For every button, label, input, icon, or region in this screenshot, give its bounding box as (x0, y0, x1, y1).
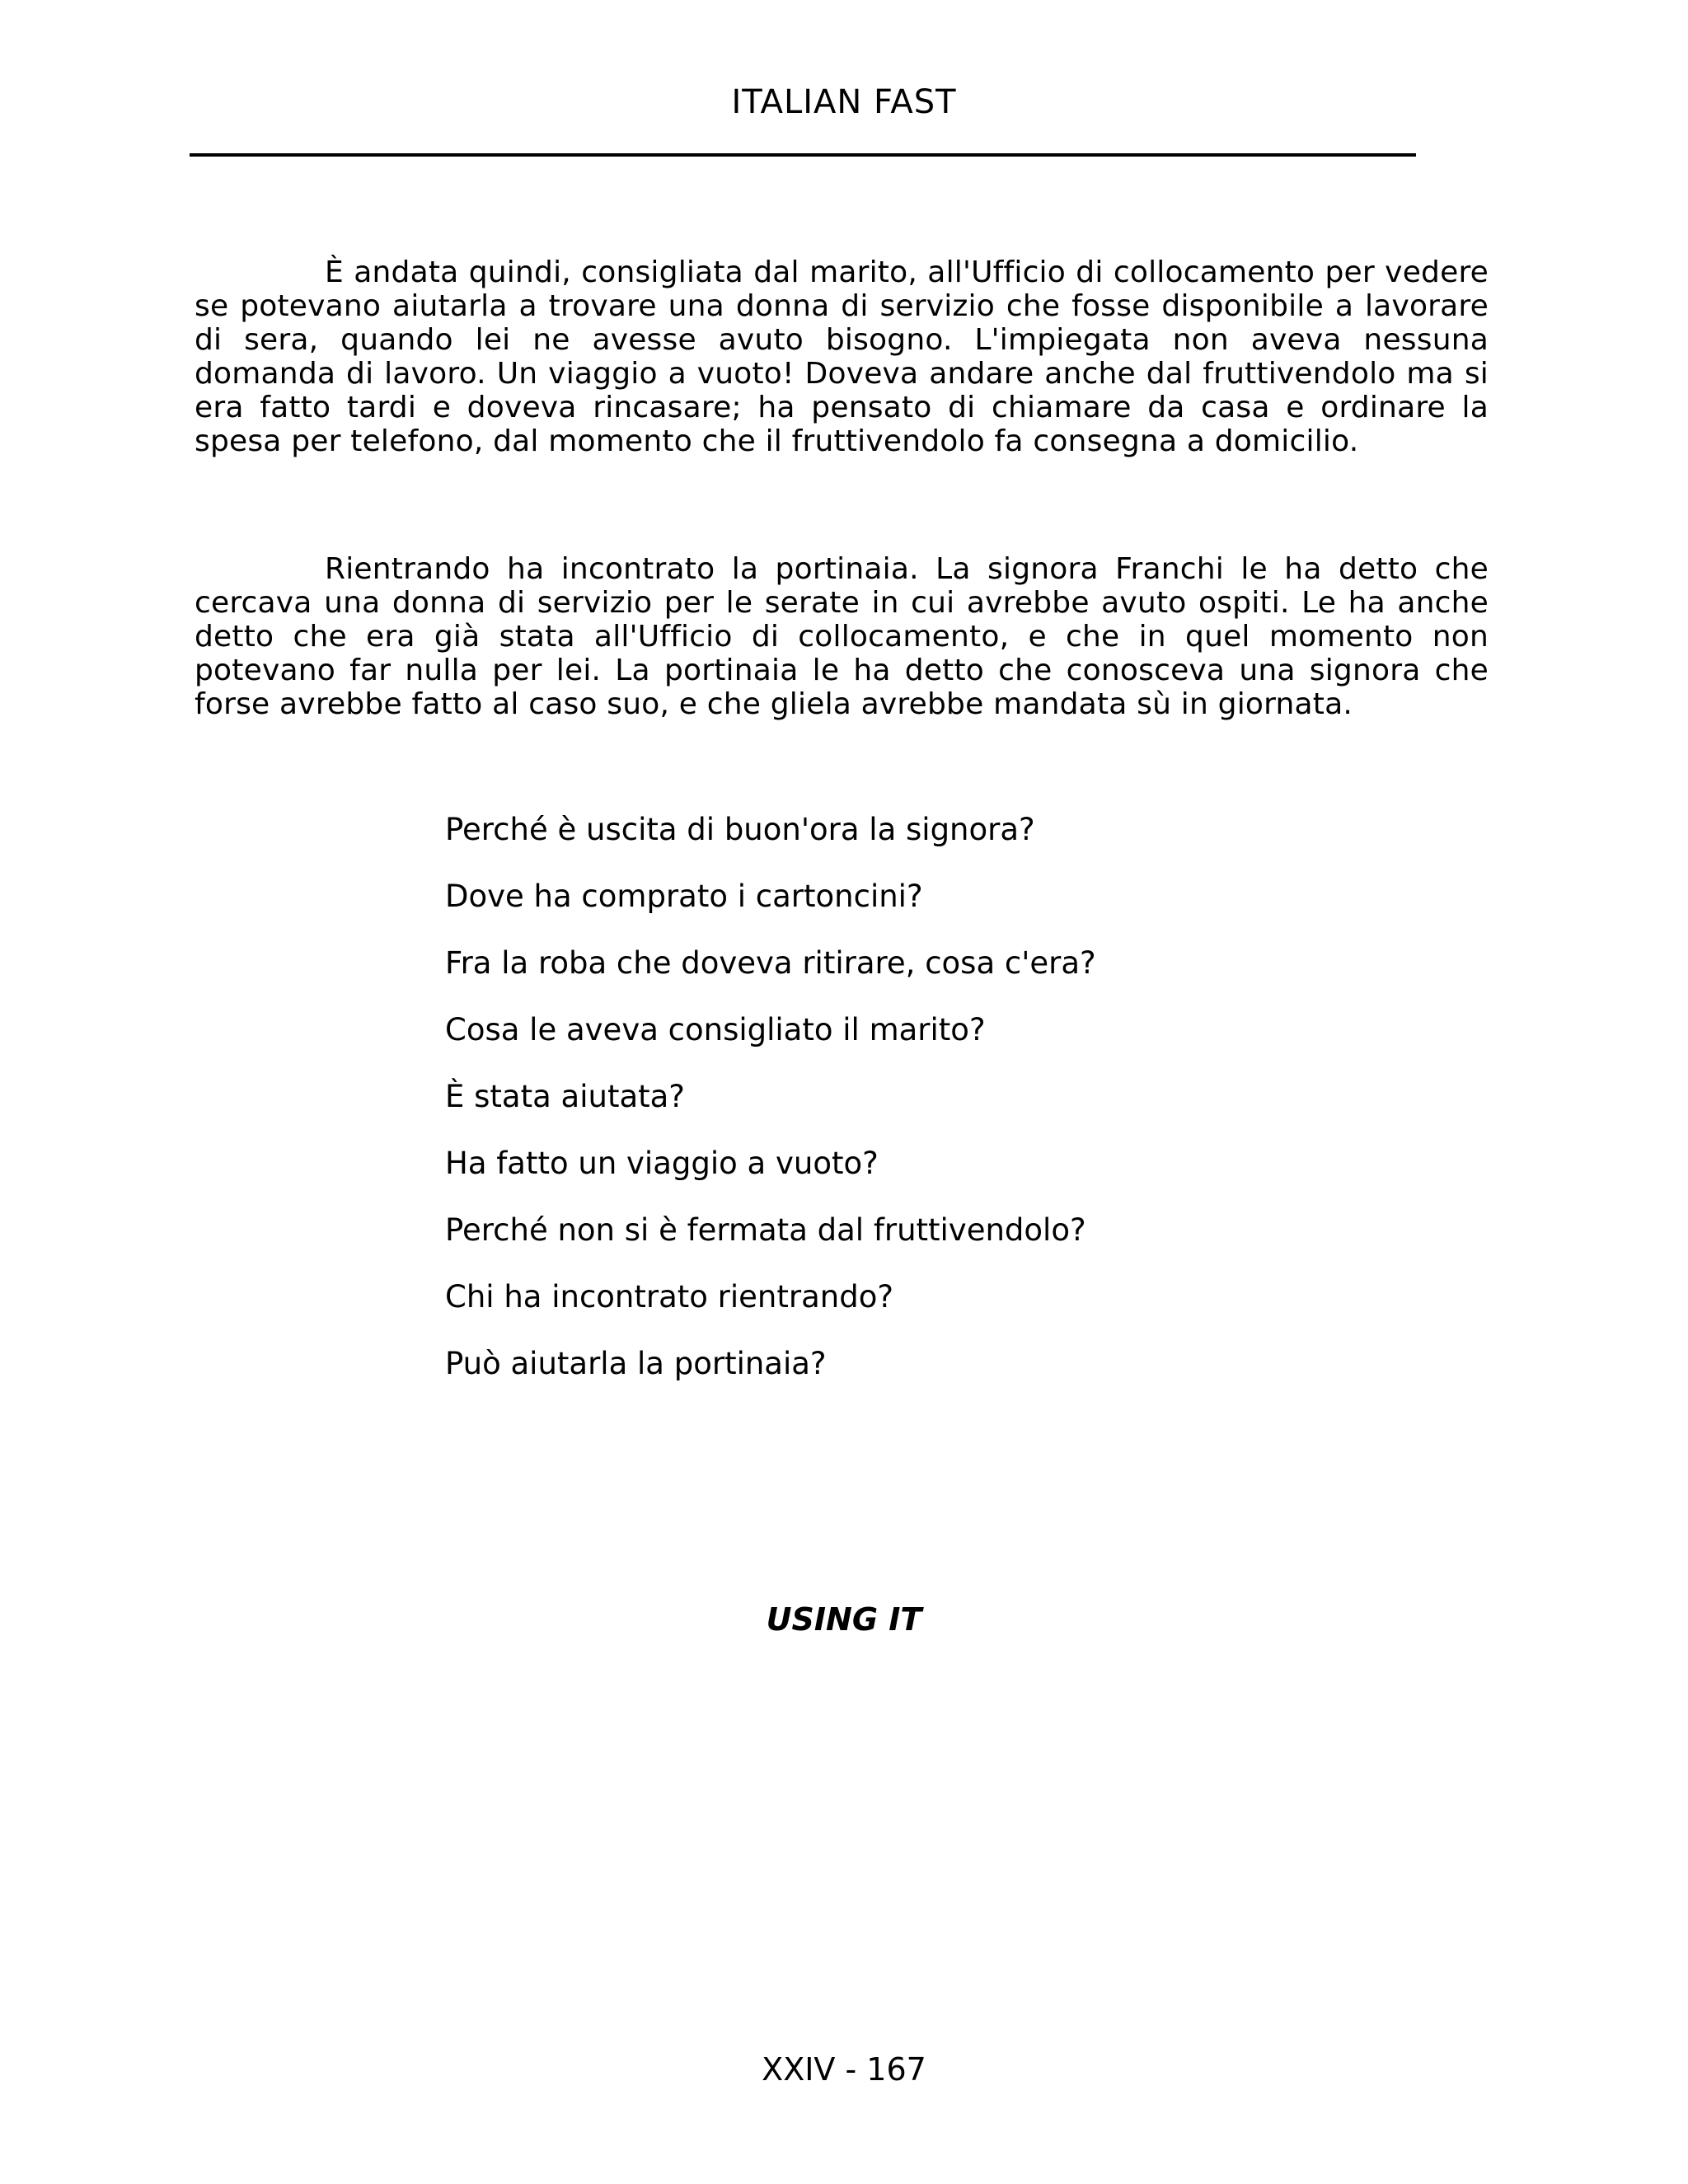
question-item: È stata aiutata? (445, 1079, 685, 1114)
question-item: Cosa le aveva consigliato il marito? (445, 1012, 986, 1047)
question-item: Ha fatto un viaggio a vuoto? (445, 1146, 879, 1181)
question-item: Può aiutarla la portinaia? (445, 1346, 827, 1381)
page-number: XXIV - 167 (762, 2051, 926, 2088)
running-header: ITALIAN FAST (731, 83, 957, 121)
question-item: Fra la roba che doveva ritirare, cosa c'era? (445, 945, 1096, 981)
body-paragraph: È andata quindi, consigliata dal marito, all'Ufficio di collocamento per vedere se potevano aiutarla a trovare una donna di servizio che fosse disponibile a lavorare di sera, quando lei ne avesse avuto bisogno. L'impiegata non aveva nessuna domanda di lavoro. Un viaggio a vuoto! Doveva andare anche dal fruttivendolo ma si era fatto tardi e doveva rincasare; ha pensato di chiamare da casa e ordinare la spesa per telefono, dal momento che il fruttivendolo fa consegna a domicilio. (195, 255, 1489, 458)
section-title: USING IT (766, 1601, 922, 1638)
question-item: Dove ha comprato i cartoncini? (445, 879, 923, 914)
question-list (445, 812, 1096, 1413)
question-item: Perché non si è fermata dal fruttivendolo? (445, 1212, 1086, 1248)
header-rule (190, 153, 1416, 157)
question-item: Chi ha incontrato rientrando? (445, 1279, 893, 1315)
body-paragraph: Rientrando ha incontrato la portinaia. La signora Franchi le ha detto che cercava una donna di servizio per le serate in cui avrebbe avuto ospiti. Le ha anche detto che era già stata all'Ufficio di collocamento, e che in quel momento non potevano far nulla per lei. La portinaia le ha detto che conosceva una signora che forse avrebbe fatto al caso suo, e che gliela avrebbe mandata sù in giornata. (195, 552, 1489, 721)
question-item: Perché è uscita di buon'ora la signora? (445, 812, 1035, 847)
